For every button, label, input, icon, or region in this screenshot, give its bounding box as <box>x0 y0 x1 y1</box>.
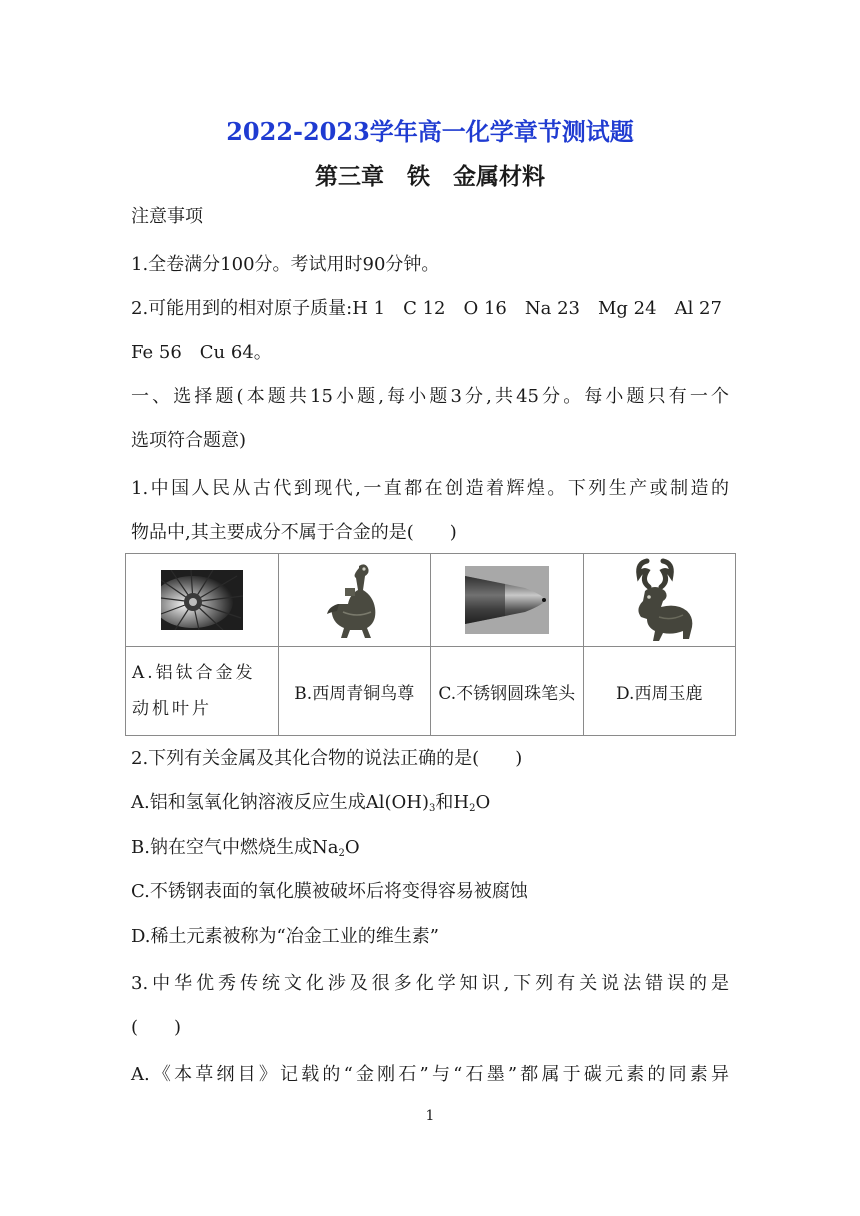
q1-option-c: C.不锈钢圆珠笔头 <box>431 647 584 736</box>
bronze-bird-vessel-image <box>323 560 385 640</box>
q3-stem-line1: 3.中华优秀传统文化涉及很多化学知识,下列有关说法错误的是 <box>131 973 729 994</box>
section-heading-line1: 一、选择题(本题共15小题,每小题3分,共45分。每小题只有一个 <box>131 386 729 407</box>
q2-option-a: A.铝和氢氧化钠溶液反应生成$Al(OH)_3$和$H_2O$ <box>131 792 491 814</box>
q1-option-b: B.西周青铜鸟尊 <box>278 647 431 736</box>
jade-deer-image <box>619 557 699 643</box>
q3-stem-line2: ( ) <box>131 1017 182 1038</box>
q1-options-table <box>125 553 736 736</box>
q1-image-cell-d <box>583 554 736 647</box>
q3-option-a: A.《本草纲目》记载的“金刚石”与“石墨”都属于碳元素的同素异 <box>131 1064 729 1085</box>
note-1: 1.全卷满分100分。考试用时90分钟。 <box>131 254 440 275</box>
q1-option-a <box>126 647 279 736</box>
q1-stem-line2: 物品中,其主要成分不属于合金的是( ) <box>131 522 457 543</box>
page-title: 2022-2023学年高一化学章节测试题 <box>226 117 634 146</box>
q1-stem-line1: 1.中国人民从古代到现代,一直都在创造着辉煌。下列生产或制造的 <box>131 478 729 499</box>
ballpoint-pen-tip-image <box>465 566 549 634</box>
q1-image-cell-c <box>431 554 584 647</box>
q1-option-a-line2: 动机叶片 <box>132 699 212 719</box>
q2-option-c: C.不锈钢表面的氧化膜被破坏后将变得容易被腐蚀 <box>131 881 528 902</box>
notes-heading: 注意事项 <box>131 206 203 227</box>
q1-option-d: D.西周玉鹿 <box>583 647 736 736</box>
turbine-blade-image <box>161 570 243 630</box>
q2-option-b: B.钠在空气中燃烧生成$Na_2O$ <box>131 837 360 859</box>
q2-stem: 2.下列有关金属及其化合物的说法正确的是( ) <box>131 748 523 769</box>
q1-image-cell-b <box>278 554 431 647</box>
q1-option-a-line1: A.铝钛合金发 <box>132 663 256 683</box>
page-number: 1 <box>425 1108 435 1124</box>
note-2: 2.可能用到的相对原子质量:H 1 C 12 O 16 Na 23 Mg 24 Al 27 <box>131 298 722 319</box>
q1-image-cell-a <box>126 554 279 647</box>
q2-option-d: D.稀土元素被称为“冶金工业的维生素” <box>131 926 439 947</box>
section-heading-line2: 选项符合题意) <box>131 430 247 451</box>
note-3: Fe 56 Cu 64。 <box>131 342 272 363</box>
chapter-title: 第三章 铁 金属材料 <box>315 163 545 190</box>
